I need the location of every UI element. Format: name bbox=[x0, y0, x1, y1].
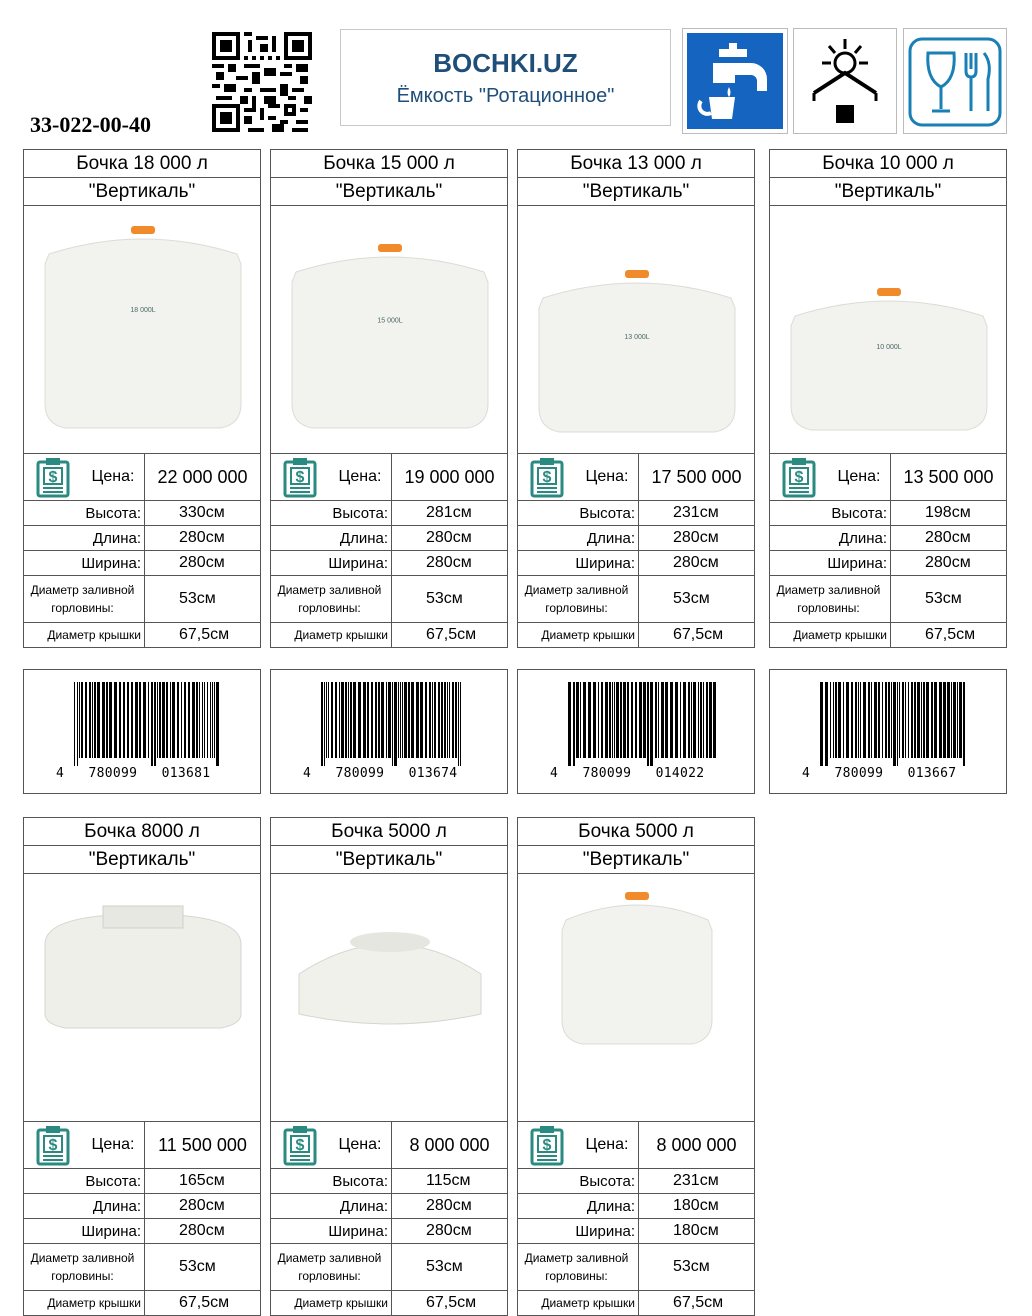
lid-row bbox=[518, 1291, 754, 1315]
lid-label: Диаметр крышки bbox=[770, 623, 891, 647]
width-label: Ширина: bbox=[24, 1219, 145, 1243]
lid-value: 67,5см bbox=[426, 1294, 477, 1311]
svg-text:$: $ bbox=[542, 1137, 552, 1154]
price-value: 11 500 000 bbox=[144, 1122, 260, 1168]
height-label: Высота: bbox=[271, 501, 392, 525]
lid-value: 67,5см bbox=[179, 626, 230, 643]
width-row bbox=[271, 1219, 507, 1244]
lid-row bbox=[24, 623, 260, 647]
length-value: 280см bbox=[179, 1197, 225, 1214]
height-label: Высота: bbox=[24, 1169, 145, 1193]
height-label: Высота: bbox=[518, 1169, 639, 1193]
neck-value: 53см bbox=[925, 590, 962, 607]
price-value: 8 000 000 bbox=[391, 1122, 507, 1168]
length-row bbox=[271, 526, 507, 551]
lid-row bbox=[770, 623, 1006, 647]
length-value: 280см bbox=[426, 529, 472, 546]
product-name: Бочка 5000 л bbox=[518, 818, 754, 846]
tank-image bbox=[770, 206, 1006, 454]
svg-text:18 000L: 18 000L bbox=[130, 307, 156, 314]
width-label: Ширина: bbox=[271, 551, 392, 575]
product-type: "Вертикаль" bbox=[271, 178, 507, 206]
barcode bbox=[769, 669, 1007, 794]
neck-value: 53см bbox=[426, 1258, 463, 1275]
price-label: Цена: bbox=[338, 1136, 382, 1153]
height-row bbox=[271, 1169, 507, 1194]
lid-label: Диаметр крышки bbox=[518, 623, 639, 647]
tank-image bbox=[24, 874, 260, 1122]
height-row bbox=[770, 501, 1006, 526]
neck-label: Диаметр заливной горловины: bbox=[518, 576, 639, 622]
height-value: 165см bbox=[179, 1172, 225, 1189]
neck-value: 53см bbox=[673, 1258, 710, 1275]
product-name: Бочка 15 000 л bbox=[271, 150, 507, 178]
barcode bbox=[23, 669, 261, 794]
price-row bbox=[271, 1122, 507, 1169]
product-card bbox=[517, 149, 755, 648]
lid-row bbox=[271, 1291, 507, 1315]
length-label: Длина: bbox=[24, 526, 145, 550]
product-type: "Вертикаль" bbox=[770, 178, 1006, 206]
price-label: Цена: bbox=[338, 468, 382, 485]
neck-row bbox=[24, 576, 260, 623]
length-label: Длина: bbox=[770, 526, 891, 550]
price-tag-icon bbox=[770, 454, 828, 500]
height-value: 330см bbox=[179, 504, 225, 521]
price-row bbox=[770, 454, 1006, 501]
svg-text:13 000L: 13 000L bbox=[624, 334, 650, 342]
width-value: 280см bbox=[673, 554, 719, 571]
product-name: Бочка 5000 л bbox=[271, 818, 507, 846]
neck-row bbox=[24, 1244, 260, 1291]
svg-text:$: $ bbox=[794, 469, 804, 486]
lid-value: 67,5см bbox=[426, 626, 477, 643]
qr-code-icon bbox=[212, 32, 312, 132]
length-value: 280см bbox=[179, 529, 225, 546]
lid-label: Диаметр крышки bbox=[271, 623, 392, 647]
price-label: Цена: bbox=[91, 1136, 135, 1153]
product-name: Бочка 8000 л bbox=[24, 818, 260, 846]
height-value: 115см bbox=[426, 1172, 471, 1189]
lid-row bbox=[24, 1291, 260, 1315]
lid-value: 67,5см bbox=[925, 626, 976, 643]
tank-image bbox=[271, 206, 507, 454]
product-card bbox=[23, 817, 261, 1316]
length-label: Длина: bbox=[518, 526, 639, 550]
height-row bbox=[271, 501, 507, 526]
neck-row bbox=[518, 576, 754, 623]
price-tag-icon bbox=[518, 1122, 576, 1168]
length-value: 280см bbox=[673, 529, 719, 546]
product-card bbox=[517, 817, 755, 1316]
neck-row bbox=[518, 1244, 754, 1291]
height-label: Высота: bbox=[770, 501, 891, 525]
tank-image bbox=[271, 874, 507, 1122]
price-label: Цена: bbox=[837, 468, 881, 485]
lid-label: Диаметр крышки bbox=[24, 1291, 145, 1315]
barcode bbox=[517, 669, 755, 794]
height-label: Высота: bbox=[518, 501, 639, 525]
tank-illustration bbox=[271, 874, 507, 1121]
svg-text:10 000L: 10 000L bbox=[876, 343, 902, 351]
product-name: Бочка 13 000 л bbox=[518, 150, 754, 178]
width-value: 280см bbox=[179, 1222, 225, 1239]
width-label: Ширина: bbox=[24, 551, 145, 575]
price-value: 13 500 000 bbox=[890, 454, 1006, 500]
price-row bbox=[518, 454, 754, 501]
height-value: 281см bbox=[426, 504, 472, 521]
height-value: 198см bbox=[925, 504, 971, 521]
length-row bbox=[518, 526, 754, 551]
product-card bbox=[769, 149, 1007, 648]
price-row bbox=[271, 454, 507, 501]
barcode-number: 4 780099 013674 bbox=[303, 766, 458, 781]
product-type: "Вертикаль" bbox=[271, 846, 507, 874]
neck-value: 53см bbox=[673, 590, 710, 607]
neck-row bbox=[271, 1244, 507, 1291]
width-row bbox=[24, 551, 260, 576]
neck-label: Диаметр заливной горловины: bbox=[271, 1244, 392, 1290]
brand-box bbox=[340, 29, 671, 126]
product-card bbox=[23, 149, 261, 648]
tank-image bbox=[518, 206, 754, 454]
price-row bbox=[518, 1122, 754, 1169]
length-row bbox=[518, 1194, 754, 1219]
length-row bbox=[271, 1194, 507, 1219]
height-row bbox=[518, 1169, 754, 1194]
lid-row bbox=[271, 623, 507, 647]
price-label: Цена: bbox=[585, 468, 629, 485]
lid-row bbox=[518, 623, 754, 647]
product-type: "Вертикаль" bbox=[24, 178, 260, 206]
lid-value: 67,5см bbox=[179, 1294, 230, 1311]
length-row bbox=[24, 526, 260, 551]
price-tag-icon bbox=[518, 454, 576, 500]
barcode-number: 4 780099 013681 bbox=[56, 766, 211, 781]
product-card bbox=[270, 817, 508, 1316]
width-row bbox=[24, 1219, 260, 1244]
width-value: 280см bbox=[179, 554, 225, 571]
width-label: Ширина: bbox=[518, 551, 639, 575]
neck-value: 53см bbox=[426, 590, 463, 607]
width-label: Ширина: bbox=[770, 551, 891, 575]
neck-label: Диаметр заливной горловины: bbox=[518, 1244, 639, 1290]
length-label: Длина: bbox=[271, 1194, 392, 1218]
product-type: "Вертикаль" bbox=[518, 178, 754, 206]
svg-text:$: $ bbox=[48, 1137, 58, 1154]
brand-subtitle: Ёмкость "Ротационное" bbox=[396, 84, 615, 107]
length-label: Длина: bbox=[24, 1194, 145, 1218]
price-label: Цена: bbox=[91, 468, 135, 485]
neck-value: 53см bbox=[179, 1258, 216, 1275]
height-row bbox=[24, 501, 260, 526]
height-row bbox=[518, 501, 754, 526]
length-label: Длина: bbox=[271, 526, 392, 550]
keep-away-from-sunlight-icon bbox=[793, 28, 897, 134]
tank-image bbox=[24, 206, 260, 454]
neck-label: Диаметр заливной горловины: bbox=[271, 576, 392, 622]
length-label: Длина: bbox=[518, 1194, 639, 1218]
price-tag-icon bbox=[271, 1122, 329, 1168]
neck-label: Диаметр заливной горловины: bbox=[24, 1244, 145, 1290]
price-tag-icon bbox=[271, 454, 329, 500]
lid-label: Диаметр крышки bbox=[24, 623, 145, 647]
price-value: 8 000 000 bbox=[638, 1122, 754, 1168]
svg-text:15 000L: 15 000L bbox=[377, 317, 403, 325]
neck-value: 53см bbox=[179, 590, 216, 607]
lid-value: 67,5см bbox=[673, 626, 724, 643]
price-value: 19 000 000 bbox=[391, 454, 507, 500]
width-value: 280см bbox=[925, 554, 971, 571]
width-value: 280см bbox=[426, 554, 472, 571]
product-name: Бочка 10 000 л bbox=[770, 150, 1006, 178]
tank-illustration bbox=[24, 874, 260, 1121]
width-row bbox=[518, 551, 754, 576]
tank-illustration bbox=[518, 874, 754, 1121]
barcode-number: 4 780099 014022 bbox=[550, 766, 705, 781]
product-card bbox=[270, 149, 508, 648]
price-value: 17 500 000 bbox=[638, 454, 754, 500]
product-name: Бочка 18 000 л bbox=[24, 150, 260, 178]
tank-illustration bbox=[271, 206, 507, 453]
price-row bbox=[24, 454, 260, 501]
length-value: 280см bbox=[426, 1197, 472, 1214]
tank-image bbox=[518, 874, 754, 1122]
drinking-water-icon bbox=[682, 28, 788, 134]
tank-illustration bbox=[24, 206, 260, 453]
width-value: 280см bbox=[426, 1222, 472, 1239]
height-row bbox=[24, 1169, 260, 1194]
price-value: 22 000 000 bbox=[144, 454, 260, 500]
neck-label: Диаметр заливной горловины: bbox=[770, 576, 891, 622]
svg-text:$: $ bbox=[48, 469, 58, 486]
tank-illustration bbox=[518, 206, 754, 453]
width-label: Ширина: bbox=[271, 1219, 392, 1243]
height-value: 231см bbox=[673, 1172, 719, 1189]
width-row bbox=[770, 551, 1006, 576]
product-type: "Вертикаль" bbox=[518, 846, 754, 874]
width-label: Ширина: bbox=[518, 1219, 639, 1243]
price-tag-icon bbox=[24, 1122, 82, 1168]
length-row bbox=[24, 1194, 260, 1219]
price-tag-icon bbox=[24, 454, 82, 500]
length-value: 280см bbox=[925, 529, 971, 546]
tank-illustration bbox=[770, 206, 1006, 453]
product-type: "Вертикаль" bbox=[24, 846, 260, 874]
width-row bbox=[271, 551, 507, 576]
svg-text:$: $ bbox=[542, 469, 552, 486]
length-value: 180см bbox=[673, 1197, 719, 1214]
brand-name: BOCHKI.UZ bbox=[433, 47, 578, 78]
neck-row bbox=[271, 576, 507, 623]
height-label: Высота: bbox=[24, 501, 145, 525]
price-label: Цена: bbox=[585, 1136, 629, 1153]
height-label: Высота: bbox=[271, 1169, 392, 1193]
barcode bbox=[270, 669, 508, 794]
height-value: 231см bbox=[673, 504, 719, 521]
food-safe-icon bbox=[903, 28, 1007, 134]
lid-value: 67,5см bbox=[673, 1294, 724, 1311]
lid-label: Диаметр крышки bbox=[271, 1291, 392, 1315]
barcode-number: 4 780099 013667 bbox=[802, 766, 957, 781]
neck-row bbox=[770, 576, 1006, 623]
lid-label: Диаметр крышки bbox=[518, 1291, 639, 1315]
svg-text:$: $ bbox=[295, 1137, 305, 1154]
width-row bbox=[518, 1219, 754, 1244]
price-row bbox=[24, 1122, 260, 1169]
width-value: 180см bbox=[673, 1222, 719, 1239]
svg-text:$: $ bbox=[295, 469, 305, 486]
neck-label: Диаметр заливной горловины: bbox=[24, 576, 145, 622]
phone-number: 33-022-00-40 bbox=[30, 112, 151, 137]
length-row bbox=[770, 526, 1006, 551]
